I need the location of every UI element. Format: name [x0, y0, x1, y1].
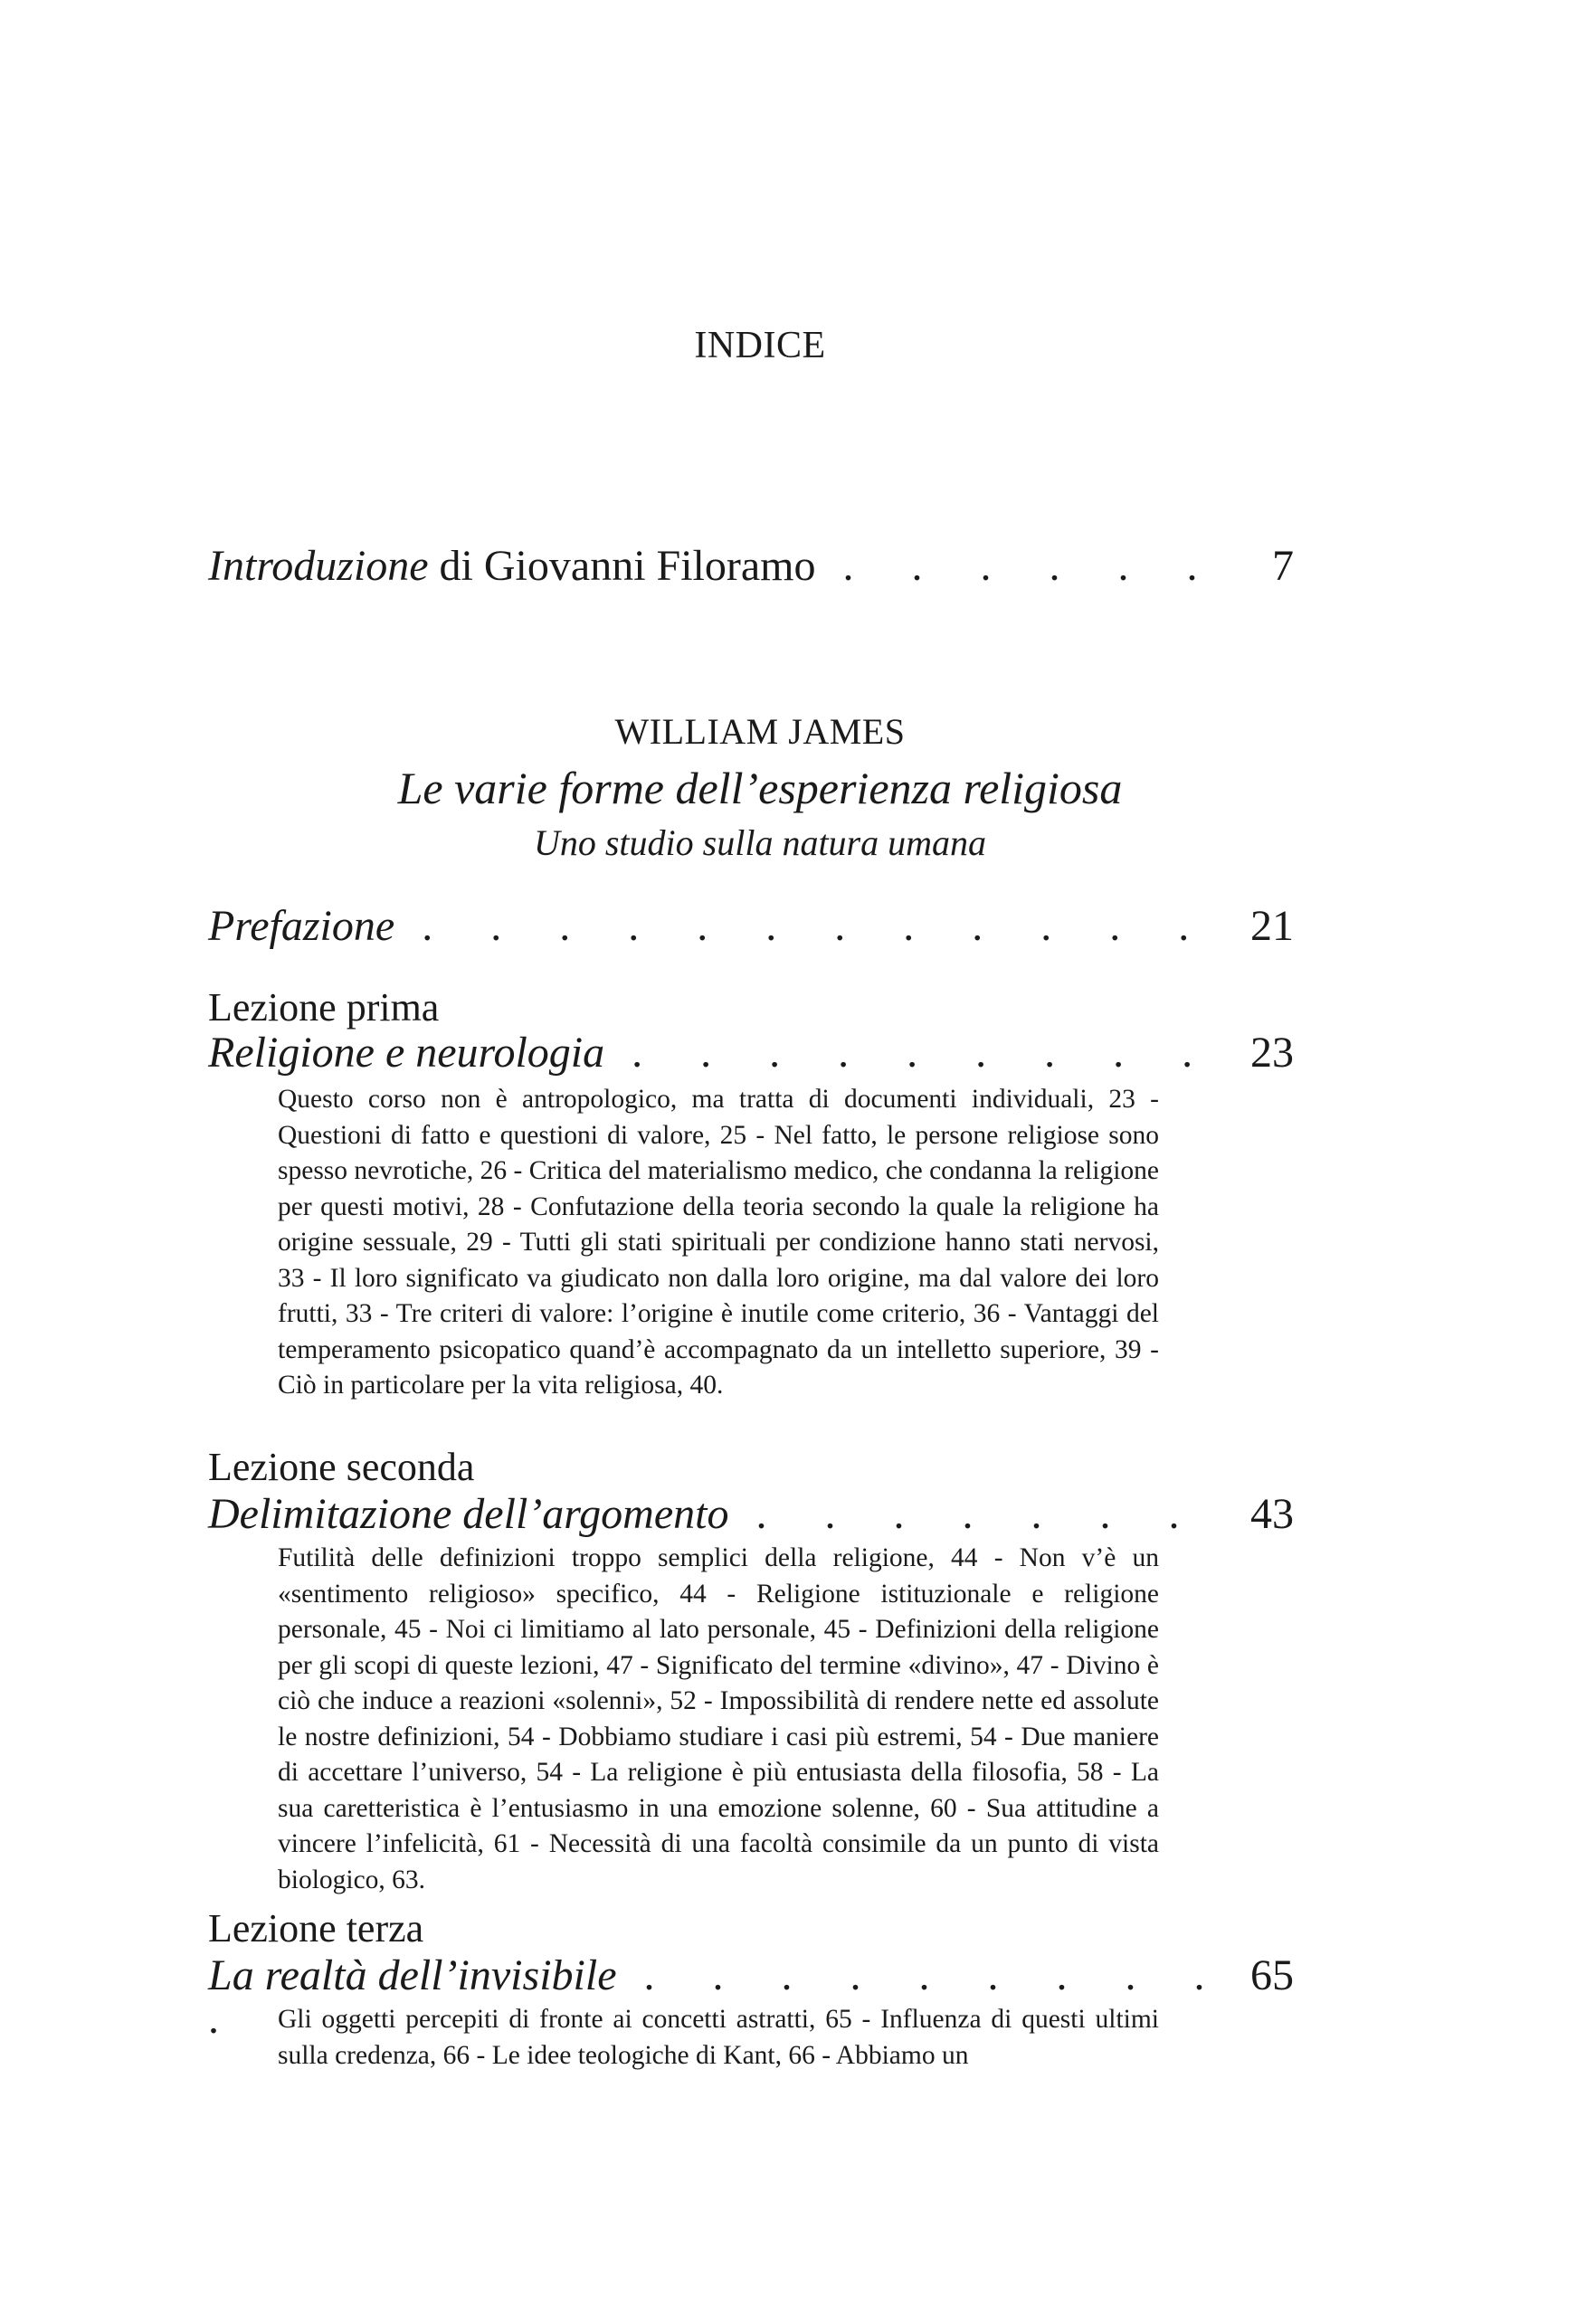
introduction-author: di Giovanni Filoramo — [439, 542, 816, 590]
preface-title: Prefazione — [208, 902, 395, 950]
work-author: WILLIAM JAMES — [614, 711, 906, 752]
introduction-title: Introduzione — [208, 542, 429, 590]
leader-dots: . . . . . . . — [755, 1490, 1203, 1538]
page-number: 7 — [1272, 542, 1294, 590]
work-title: Le varie forme dell’esperienza religiosa — [397, 763, 1123, 813]
lecture-label: Lezione terza — [208, 1906, 424, 1951]
lecture-title: Religione e neurologia — [208, 1029, 605, 1077]
page-number: 21 — [1250, 902, 1294, 950]
lecture-label: Lezione seconda — [208, 1445, 475, 1489]
toc-entry-introduction[interactable] — [208, 542, 1294, 590]
lecture-label: Lezione prima — [208, 985, 440, 1030]
page-number: 23 — [1250, 1029, 1294, 1077]
work-subtitle: Uno studio sulla natura umana — [533, 822, 987, 863]
lecture-summary: Futilità delle definizioni troppo semplici della religione, 44 - Non v’è un «sentimento religioso» specifico, 44 - Religione istituzionale e religione personale, 45 - Noi ci limitiamo al lato personale, 45 - Definizioni della religione per gli scopi di queste lezioni, 47 - Significato del termine «divino», 47 - Divino è ciò che induce a reazioni «solenni», 52 - Impossibilità di rendere nette ed assolute le nostre definizioni, 54 - Dobbiamo studiare i casi più estremi, 54 - Due maniere di accettare l’universo, 54 - La religione è più entusiasta della filosofia, 58 - La sua caretteristica è l’entusiasmo in una emozione solenne, 60 - Sua attitudine a vincere l’infelicità, 61 - Necessità di una facoltà consimile da un punto di vista biologico, 63. — [278, 1543, 1159, 1894]
lecture-title: La realtà dell’invisibile — [208, 1951, 617, 1999]
leader-dots: . . . . . . . . . . — [208, 1951, 1229, 2043]
leader-dots: . . . . . . . . . — [632, 1029, 1217, 1077]
index-heading: INDICE — [694, 325, 826, 366]
work-heading — [0, 710, 1520, 864]
leader-dots: . . . . . . — [842, 542, 1221, 590]
page-number: 65 — [1250, 1951, 1294, 1999]
toc-entry-lecture-2[interactable] — [208, 1490, 1294, 1538]
toc-entry-preface[interactable] — [208, 902, 1294, 950]
lecture-summary: Gli oggetti percepiti di fronte ai concetti astratti, 65 - Influenza di questi ultimi sulla credenza, 66 - Le idee teologiche di Kant, 66 - Abbiamo un — [278, 2005, 1159, 2070]
page-number: 43 — [1250, 1490, 1294, 1538]
leader-dots: . . . . . . . . . . . . — [422, 902, 1213, 950]
lecture-summary: Questo corso non è antropologico, ma tratta di documenti individuali, 23 - Questioni di fatto e questioni di valore, 25 - Nel fatto, le persone religiose sono spesso nevrotiche, 26 - Critica del materialismo medico, che condanna la religione per questi motivi, 28 - Confutazione della teoria secondo la quale la religione ha origine sessuale, 29 - Tutti gli stati spirituali per condizione hanno stati nervosi, 33 - Il loro significato va giudicato non dalla loro origine, ma dal valore dei loro frutti, 33 - Tre criteri di valore: l’origine è inutile come criterio, 36 - Vantaggi del temperamento psicopatico quand’è accompagnato da un intelletto superiore, 39 - Ciò in particolare per la vita religiosa, 40. — [278, 1085, 1159, 1400]
toc-entry-lecture-1[interactable] — [208, 1031, 1294, 1075]
lecture-title: Delimitazione dell’argomento — [208, 1490, 729, 1538]
